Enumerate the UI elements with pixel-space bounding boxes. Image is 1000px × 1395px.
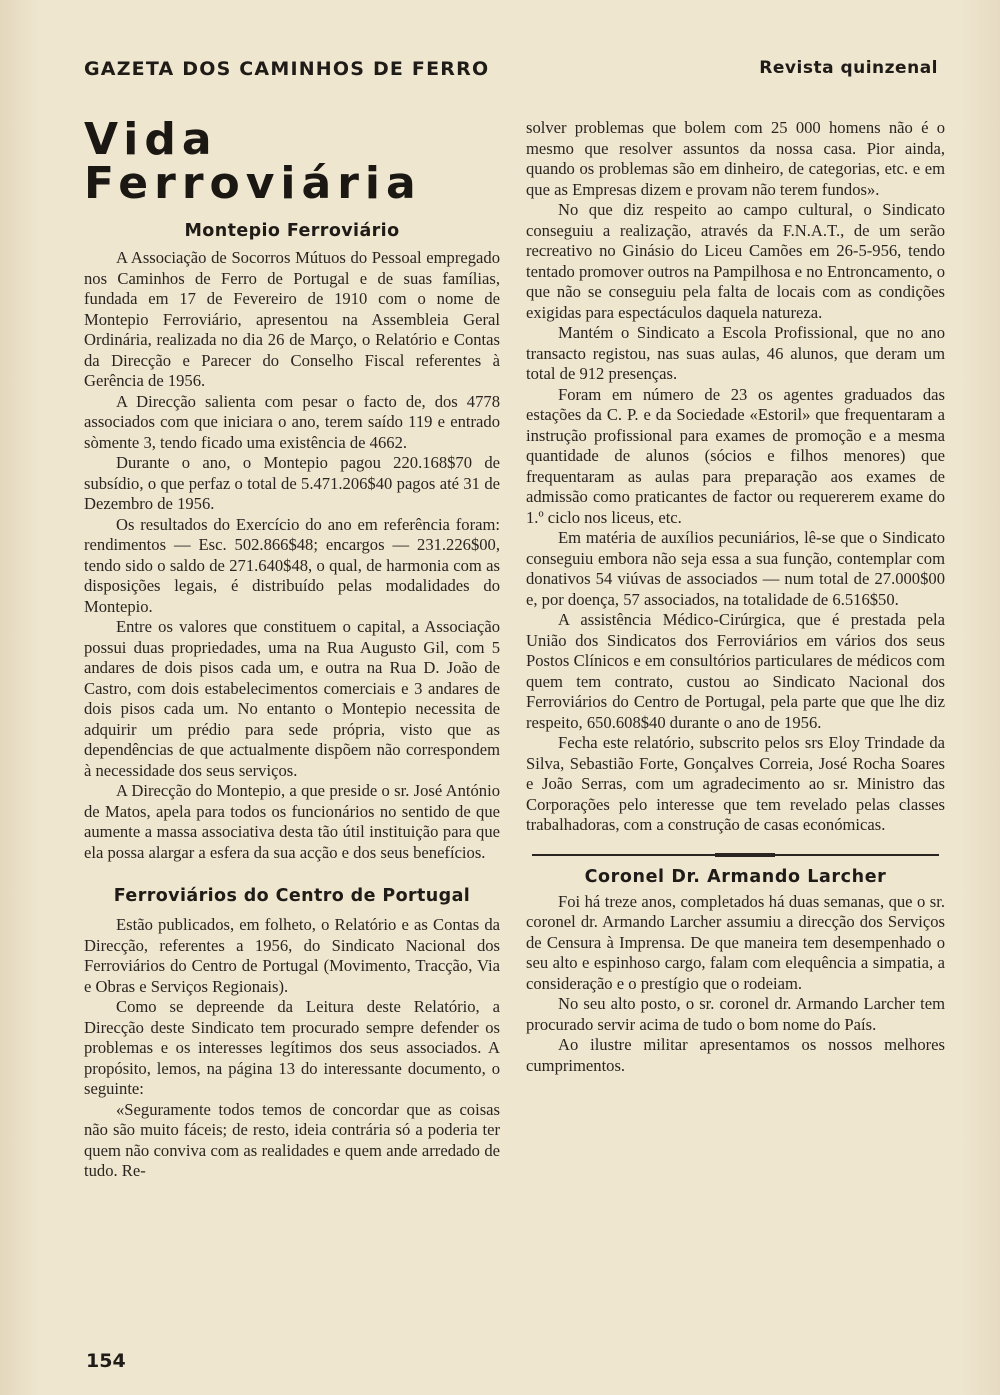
paragraph: solver problemas que bolem com 25 000 homens não é o mesmo que resolver assuntos da nossa casa. Pior ainda, quando os problemas são em dinheiro, de categorias, etc. e em que as Empresas dizem e provam não terem fundos». (526, 118, 945, 199)
paragraph: Durante o ano, o Montepio pagou 220.168$70 de subsídio, o que perfaz o total de 5.471.206$40 pagos até 31 de Dezembro de 1956. (84, 453, 500, 513)
paragraph: A assistência Médico-Cirúrgica, que é prestada pela União dos Sindicatos dos Ferroviários em vários dos seus Postos Clínicos e em consultórios particulares de médicos com quem tem contrato, custou ao Sindicato Nacional dos Ferroviários do Centro de Portugal, pela parte que que lhe diz respeito, 650.608$40 durante o ano de 1956. (526, 610, 945, 732)
paragraph: «Seguramente todos temos de concordar que as coisas não são muito fáceis; de resto, ideia contrária só a poderia ter quem não conviva com as realidades e quem ande arredado de tudo. Re- (84, 1099, 500, 1180)
publication-subtitle: Revista quinzenal (759, 58, 938, 78)
section-title-larcher: Coronel Dr. Armando Larcher (584, 866, 887, 887)
paragraph: Mantém o Sindicato a Escola Profissional, que no ano transacto registou, nas suas aulas, 46 alunos, que deram um total de 912 presenças. (526, 323, 945, 383)
paragraph: A Associação de Socorros Mútuos do Pessoal empregado nos Caminhos de Ferro de Portugal e de suas famílias, fundada em 17 de Fevereiro de 1910 com o nome de Montepio Ferroviário, apresentou na Assembleia Geral Ordinária, realizada no dia 26 de Março, o Relatório e Contas da Direcção e Parecer do Conselho Fiscal referentes à Gerência de 1956. (84, 248, 500, 390)
page-title: Vida Ferroviária (84, 114, 422, 209)
section-title-centro: Ferroviários do Centro de Portugal (113, 886, 471, 906)
paragraph: Entre os valores que constituem o capital, a Associação possui duas propriedades, uma na Rua Augusto Gil, com 5 andares de dois pisos cada um, e outra na Rua D. João de Castro, com dois estabelecimentos comerciais e 3 andares de dois pisos cada um. No entanto o Montepio necessita de adquirir um prédio para sede própria, visto que as dependências de que actualmente dispõem não correspondem à necessidade dos seus serviços. (84, 617, 500, 780)
paragraph: Como se depreende da Leitura deste Relatório, a Direcção deste Sindicato tem procurado sempre defender os problemas e os interesses legítimos dos seus associados. A propósito, lemos, na página 13 do interessante documento, o seguinte: (84, 997, 500, 1098)
paragraph: Estão publicados, em folheto, o Relatório e as Contas da Direcção, referentes a 1956, do Sindicato Nacional dos Ferroviários do Centro de Portugal (Movimento, Tracção, Via e Obras e Serviços Regionais). (84, 915, 500, 996)
right-column (526, 118, 945, 1076)
paragraph: Foi há treze anos, completados há duas semanas, que o sr. coronel dr. Armando Larcher assumiu a direcção dos Serviços de Censura à Imprensa. De que maneira tem desempenhado o seu alto e espinhoso cargo, falam com elequência a simpatia, a consideração e o prestígio que o rodeiam. (526, 891, 945, 993)
page-number: 154 (86, 1350, 126, 1372)
paragraph: Foram em número de 23 os agentes graduados das estações da C. P. e da Sociedade «Estoril» que frequentaram a instrução profissional para exames de promoção e a mesma quantidade de alunos (sócios e filhos menores) que frequentaram as aulas para preparação aos exames de admissão como praticantes de factor ou requererem exame do 1.º ciclo nos liceus, etc. (526, 384, 945, 527)
paragraph: Ao ilustre militar apresentamos os nossos melhores cumprimentos. (526, 1035, 945, 1075)
paragraph: Os resultados do Exercício do ano em referência foram: rendimentos — Esc. 502.866$48; encargos — 231.226$00, tendo sido o saldo de 271.640$48, o qual, de harmonia com as disposições legais, é distribuído pelas modalidades do Montepio. (84, 514, 500, 616)
paragraph: No que diz respeito ao campo cultural, o Sindicato conseguiu a realização, através da F.N.A.T., de um serão recreativo no Ginásio do Liceu Camões em 26-5-956, tendo tentado promover outros na Pampilhosa e no Entroncamento, o que não se conseguiu pela falta de locais com as condições exigidas para espectáculos daquela natureza. (526, 200, 945, 322)
paragraph: Fecha este relatório, subscrito pelos srs Eloy Trindade da Silva, Sebastião Forte, Gonçalves Correia, José Rocha Soares e João Serras, com um agradecimento ao sr. Ministro das Corporações pelo interesse que tem revelado pelas classes trabalhadoras, com a construção de casas económicas. (526, 733, 945, 834)
section-divider (532, 854, 939, 856)
paragraph: Em matéria de auxílios pecuniários, lê-se que o Sindicato conseguiu embora não seja essa a sua função, contemplar com donativos 54 viúvas de associados — num total de 27.000$00 e, por doença, 57 associados, na totalidade de 6.516$50. (526, 528, 945, 609)
paragraph: A Direcção salienta com pesar o facto de, dos 4778 associados com que iniciara o ano, terem saído 119 e entrado sòmente 3, tendo ficado uma existência de 4662. (84, 391, 500, 452)
section-title-montepio: Montepio Ferroviário (184, 221, 400, 241)
paragraph: No seu alto posto, o sr. coronel dr. Armando Larcher tem procurado servir acima de tudo o bom nome do País. (526, 994, 945, 1034)
paragraph: A Direcção do Montepio, a que preside o sr. José António de Matos, apela para todos os funcionários no sentido de que aumente a massa associativa desta tão útil instituição para que ela possa alargar a esfera da sua acção e dos seus benefícios. (84, 781, 500, 862)
left-column (84, 114, 500, 1182)
publication-title: GAZETA DOS CAMINHOS DE FERRO (84, 58, 490, 80)
